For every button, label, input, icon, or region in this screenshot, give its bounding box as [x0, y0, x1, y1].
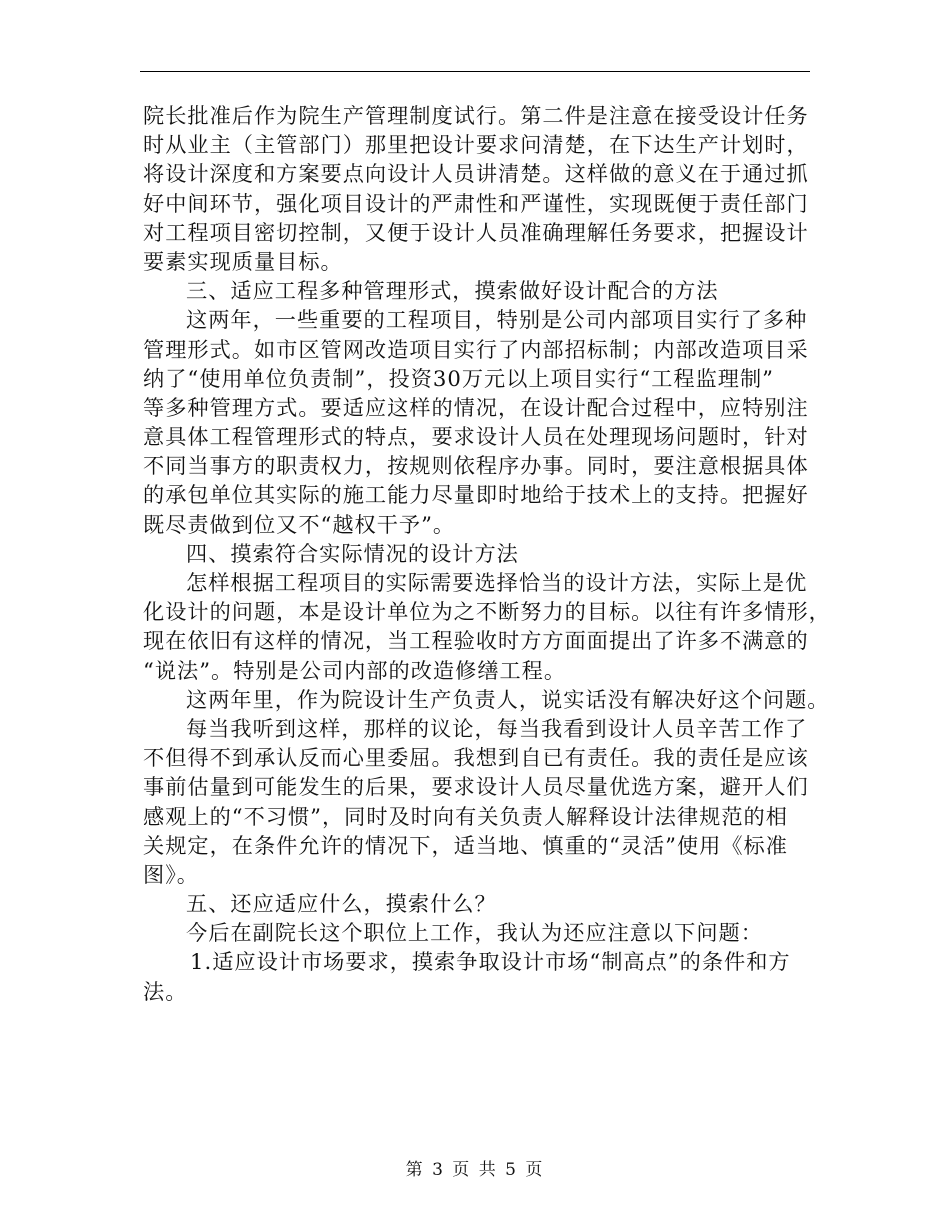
text-line: 时从业主（主管部门）那里把设计要求问清楚，在下达生产计划时， — [143, 132, 809, 158]
text-line: 等多种管理方式。要适应这样的情况，在设计配合过程中，应特别注 — [143, 394, 809, 420]
text-line: 感观上的“不习惯”，同时及时向有关负责人解释设计法律规范的相 — [143, 803, 788, 829]
text-line: 好中间环节，强化项目设计的严肃性和严谨性，实现既便于责任部门 — [143, 190, 809, 216]
text-line: 今后在副院长这个职位上工作，我认为还应注意以下问题： — [186, 920, 763, 946]
text-line: 不同当事方的职责权力，按规则依程序办事。同时，要注意根据具体 — [143, 453, 809, 479]
text-line: 关规定，在条件允许的情况下，适当地、慎重的“灵活”使用《标准 — [143, 832, 788, 858]
text-line: 现在依旧有这样的情况，当工程验收时方方面面提出了许多不满意的 — [143, 628, 809, 654]
text-line: 既尽责做到位又不“越权干予”。 — [143, 511, 456, 537]
text-line: 图》。 — [143, 861, 199, 887]
document-body — [143, 101, 831, 1006]
text-line: 四、摸索符合实际情况的设计方法 — [186, 540, 519, 566]
text-line: 的承包单位其实际的施工能力尽量即时地给于技术上的支持。把握好 — [143, 482, 809, 508]
text-line: 三、适应工程多种管理形式，摸索做好设计配合的方法 — [186, 278, 719, 304]
text-line: 要素实现质量目标。 — [143, 248, 343, 274]
page-footer: 第 3 页 共 5 页 — [405, 1160, 545, 1180]
text-line: 每当我听到这样，那样的议论，每当我看到设计人员辛苦工作了 — [186, 715, 808, 741]
text-line: 意具体工程管理形式的特点，要求设计人员在处理现场问题时，针对 — [143, 424, 809, 450]
text-line: 这两年，一些重要的工程项目，特别是公司内部项目实行了多种 — [186, 307, 808, 333]
text-line: 管理形式。如市区管网改造项目实行了内部招标制；内部改造项目采 — [143, 336, 809, 362]
text-line: 纳了“使用单位负责制”，投资30万元以上项目实行“工程监理制” — [143, 365, 774, 391]
header-rule — [140, 71, 810, 72]
text-line: 五、还应适应什么，摸索什么？ — [186, 891, 497, 917]
text-line: 对工程项目密切控制，又便于设计人员准确理解任务要求，把握设计 — [143, 219, 809, 245]
text-line: 这两年里，作为院设计生产负责人，说实话没有解决好这个问题。 — [186, 686, 830, 712]
text-line: 将设计深度和方案要点向设计人员讲清楚。这样做的意义在于通过抓 — [143, 161, 809, 187]
text-line: 事前估量到可能发生的后果，要求设计人员尽量优选方案，避开人们 — [143, 774, 809, 800]
text-line: 1.适应设计市场要求，摸索争取设计市场“制高点”的条件和方 — [190, 949, 791, 975]
text-line: “说法”。特别是公司内部的改造修缮工程。 — [143, 657, 567, 683]
text-line: 法。 — [143, 978, 188, 1004]
text-line: 化设计的问题，本是设计单位为之不断努力的目标。以往有许多情形， — [143, 599, 831, 625]
text-line: 院长批准后作为院生产管理制度试行。第二件是注意在接受设计任务 — [143, 103, 809, 128]
text-line: 怎样根据工程项目的实际需要选择恰当的设计方法，实际上是优 — [186, 570, 808, 595]
text-line: 不但得不到承认反而心里委屈。我想到自已有责任。我的责任是应该 — [143, 745, 809, 771]
